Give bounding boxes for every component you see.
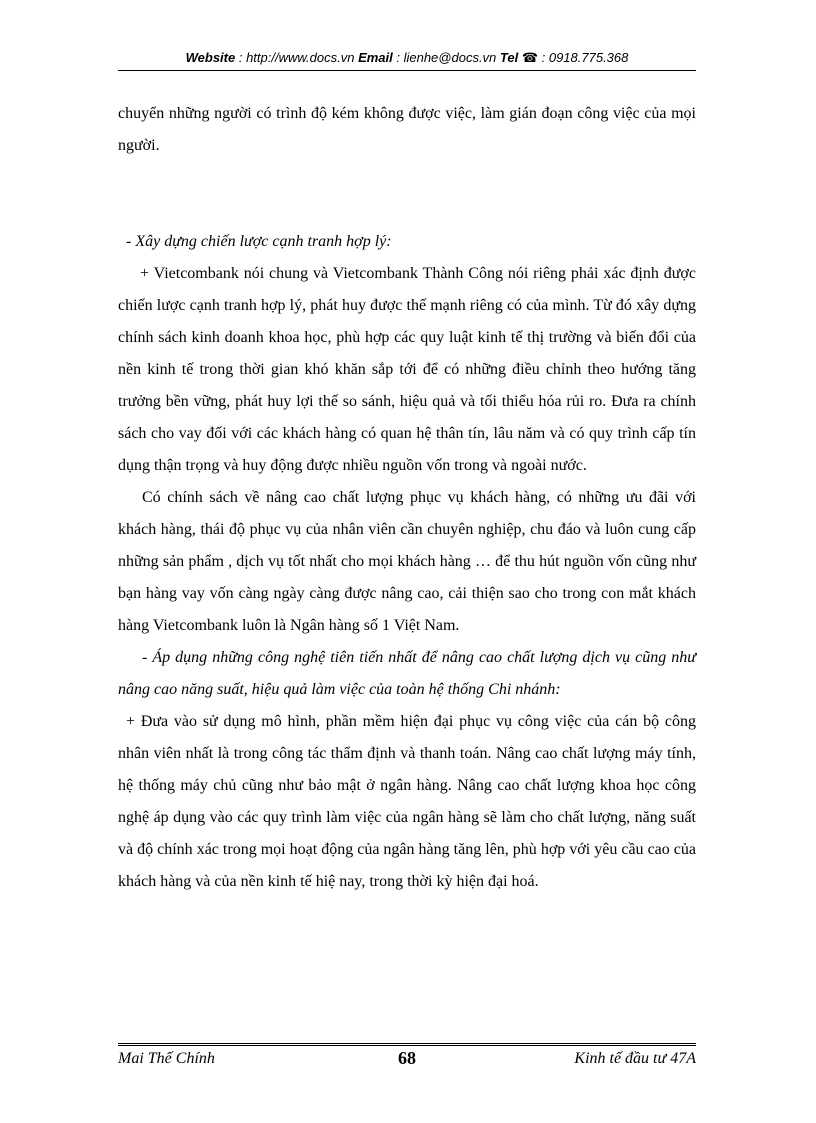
page-header: [118, 50, 696, 66]
footer-divider: [118, 1043, 696, 1046]
website-value: : http://www.docs.vn: [235, 50, 359, 65]
paragraph-customer-service: Có chính sách về nâng cao chất lượng phục vụ khách hàng, có những ưu đãi với khách hàng, thái độ phục vụ của nhân viên cần chuyên nghiệp, chu đáo và luôn cung cấp những sản phẩm , dịch vụ tốt nhất cho mọi khách hàng … để thu hút nguồn vốn cũng như bạn hàng vay vốn càng ngày càng được nâng cao, cải thiện sao cho trong con mắt khách hàng Vietcombank luôn là Ngân hàng số 1 Việt Nam.: [118, 489, 696, 634]
header-divider: [118, 70, 696, 71]
email-value: : lienhe@docs.vn: [392, 50, 500, 65]
email-label: Email: [358, 50, 393, 65]
paragraph-technology: + Đưa vào sử dụng mô hình, phần mềm hiện đại phục vụ công việc của cán bộ công nhân viên nhất là trong công tác thẩm định và thanh toán. Nâng cao chất lượng máy tính, hệ thống máy chủ cũng như bảo mật ở ngân hàng. Nâng cao chất lượng khoa học công nghệ áp dụng vào các quy trình làm việc của ngân hàng sẽ làm cho chất lượng, năng suất và độ chính xác trong mọi hoạt động của ngân hàng tăng lên, phù hợp với yêu cầu cao của khách hàng và của nền kinh tế hiệ nay, trong thời kỳ hiện đại hoá.: [118, 713, 696, 890]
section-heading-competition: - Xây dựng chiến lược cạnh tranh hợp lý:: [126, 233, 392, 250]
footer-class: Kinh tế đầu tư 47A: [574, 1050, 696, 1067]
tel-value: : 0918.775.368: [538, 50, 629, 65]
paragraph-continuation: chuyển những người có trình độ kém không được việc, làm gián đoạn công việc của mọi người.: [118, 105, 696, 154]
section-heading-technology: - Áp dụng những công nghệ tiên tiến nhất để nâng cao chất lượng dịch vụ cũng như nâng cao năng suất, hiệu quả làm việc của toàn hệ thống Chi nhánh:: [118, 649, 696, 698]
footer-author: Mai Thế Chính: [118, 1050, 215, 1067]
tel-label: Tel ☎: [499, 50, 539, 65]
paragraph-competition-strategy: + Vietcombank nói chung và Vietcombank Thành Công nói riêng phải xác định được chiến lược cạnh tranh hợp lý, phát huy được thế mạnh riêng có của mình. Từ đó xây dựng chính sách kinh doanh khoa học, phù hợp các quy luật kinh tế thị trường và biến đổi của nền kinh tế trong thời gian khó khăn sắp tới để có những điều chỉnh theo hướng tăng trưởng bền vững, phát huy lợi thế so sánh, hiệu quả và tối thiểu hóa rủi ro. Đưa ra chính sách cho vay đối với các khách hàng có quan hệ thân tín, lâu năm và có quy trình cấp tín dụng thận trọng và huy động được nhiều nguồn vốn trong và ngoài nước.: [118, 265, 696, 474]
website-label: Website: [185, 50, 236, 65]
document-body: [118, 98, 696, 898]
page-number: 68: [398, 1048, 416, 1068]
section-gap: [118, 162, 696, 226]
